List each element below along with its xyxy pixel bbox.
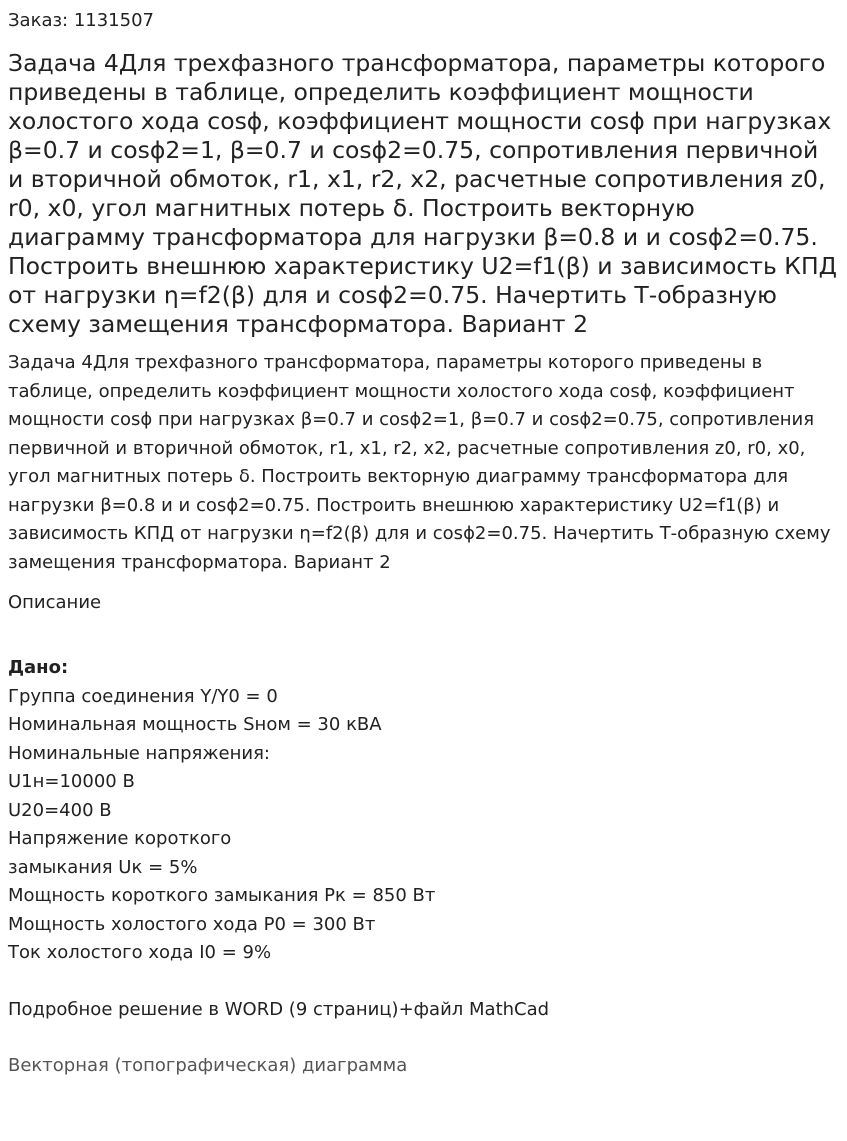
given-block — [8, 654, 839, 968]
given-item: U1н=10000 В — [8, 771, 135, 792]
task-title: Задача 4Для трехфазного трансформатора, параметры которого приведены в таблице, определить коэффициент мощности холостого хода cosϕ, коэффициент мощности cosϕ при нагрузках β=0.7 и cosϕ2=1, β=0.7 и cosϕ2=0.75, сопротивления первичной и вторичной обмоток, r1, x1, r2, x2, расчетные сопротивления z0, r0, x0, угол магнитных потерь δ. Построить векторную диаграмму трансформатора для нагрузки β=0.8 и и cosϕ2=0.75. Построить внешнюю характеристику U2=f1(β) и зависимость КПД от нагрузки η=f2(β) для и cosϕ2=0.75. Начертить Т-образную схему замещения трансформатора. Вариант 2 — [8, 49, 837, 338]
task-description: Задача 4Для трехфазного трансформатора, параметры которого приведены в таблице, определить коэффициент мощности холостого хода cosϕ, коэффициент мощности cosϕ при нагрузках β=0.7 и cosϕ2=1, β=0.7 и cosϕ2=0.75, сопротивления первичной и вторичной обмоток, r1, x1, r2, x2, расчетные сопротивления z0, r0, x0, угол магнитных потерь δ. Построить векторную диаграмму трансформатора для нагрузки β=0.8 и и cosϕ2=0.75. Построить внешнюю характеристику U2=f1(β) и зависимость КПД от нагрузки η=f2(β) для и cosϕ2=0.75. Начертить Т-образную схему замещения трансформатора. Вариант 2 — [8, 352, 831, 573]
vector-diagram-link[interactable]: Векторная (топографическая) диаграмма — [8, 1055, 408, 1076]
given-item: Мощность короткого замыкания Pк = 850 Вт — [8, 885, 436, 906]
given-item: Номинальные напряжения: — [8, 742, 270, 764]
given-item: Мощность холостого хода P0 = 300 Вт — [8, 913, 376, 935]
given-list — [8, 683, 839, 968]
given-item: Ток холостого хода I0 = 9% — [8, 942, 272, 963]
given-item: U20=400 В — [8, 799, 112, 821]
given-item: замыкания Uк = 5% — [8, 856, 198, 878]
given-item: Номинальная мощность Sном = 30 кВА — [8, 714, 382, 735]
given-item: Напряжение короткого — [8, 828, 232, 849]
given-heading: Дано: — [8, 657, 69, 678]
description-label: Описание — [8, 592, 102, 613]
order-number: Заказ: 1131507 — [8, 10, 154, 31]
given-item: Группа соединения Y/Y0 = 0 — [8, 685, 278, 707]
solution-text: Подробное решение в WORD (9 страниц)+файл MathCad — [8, 998, 550, 1020]
